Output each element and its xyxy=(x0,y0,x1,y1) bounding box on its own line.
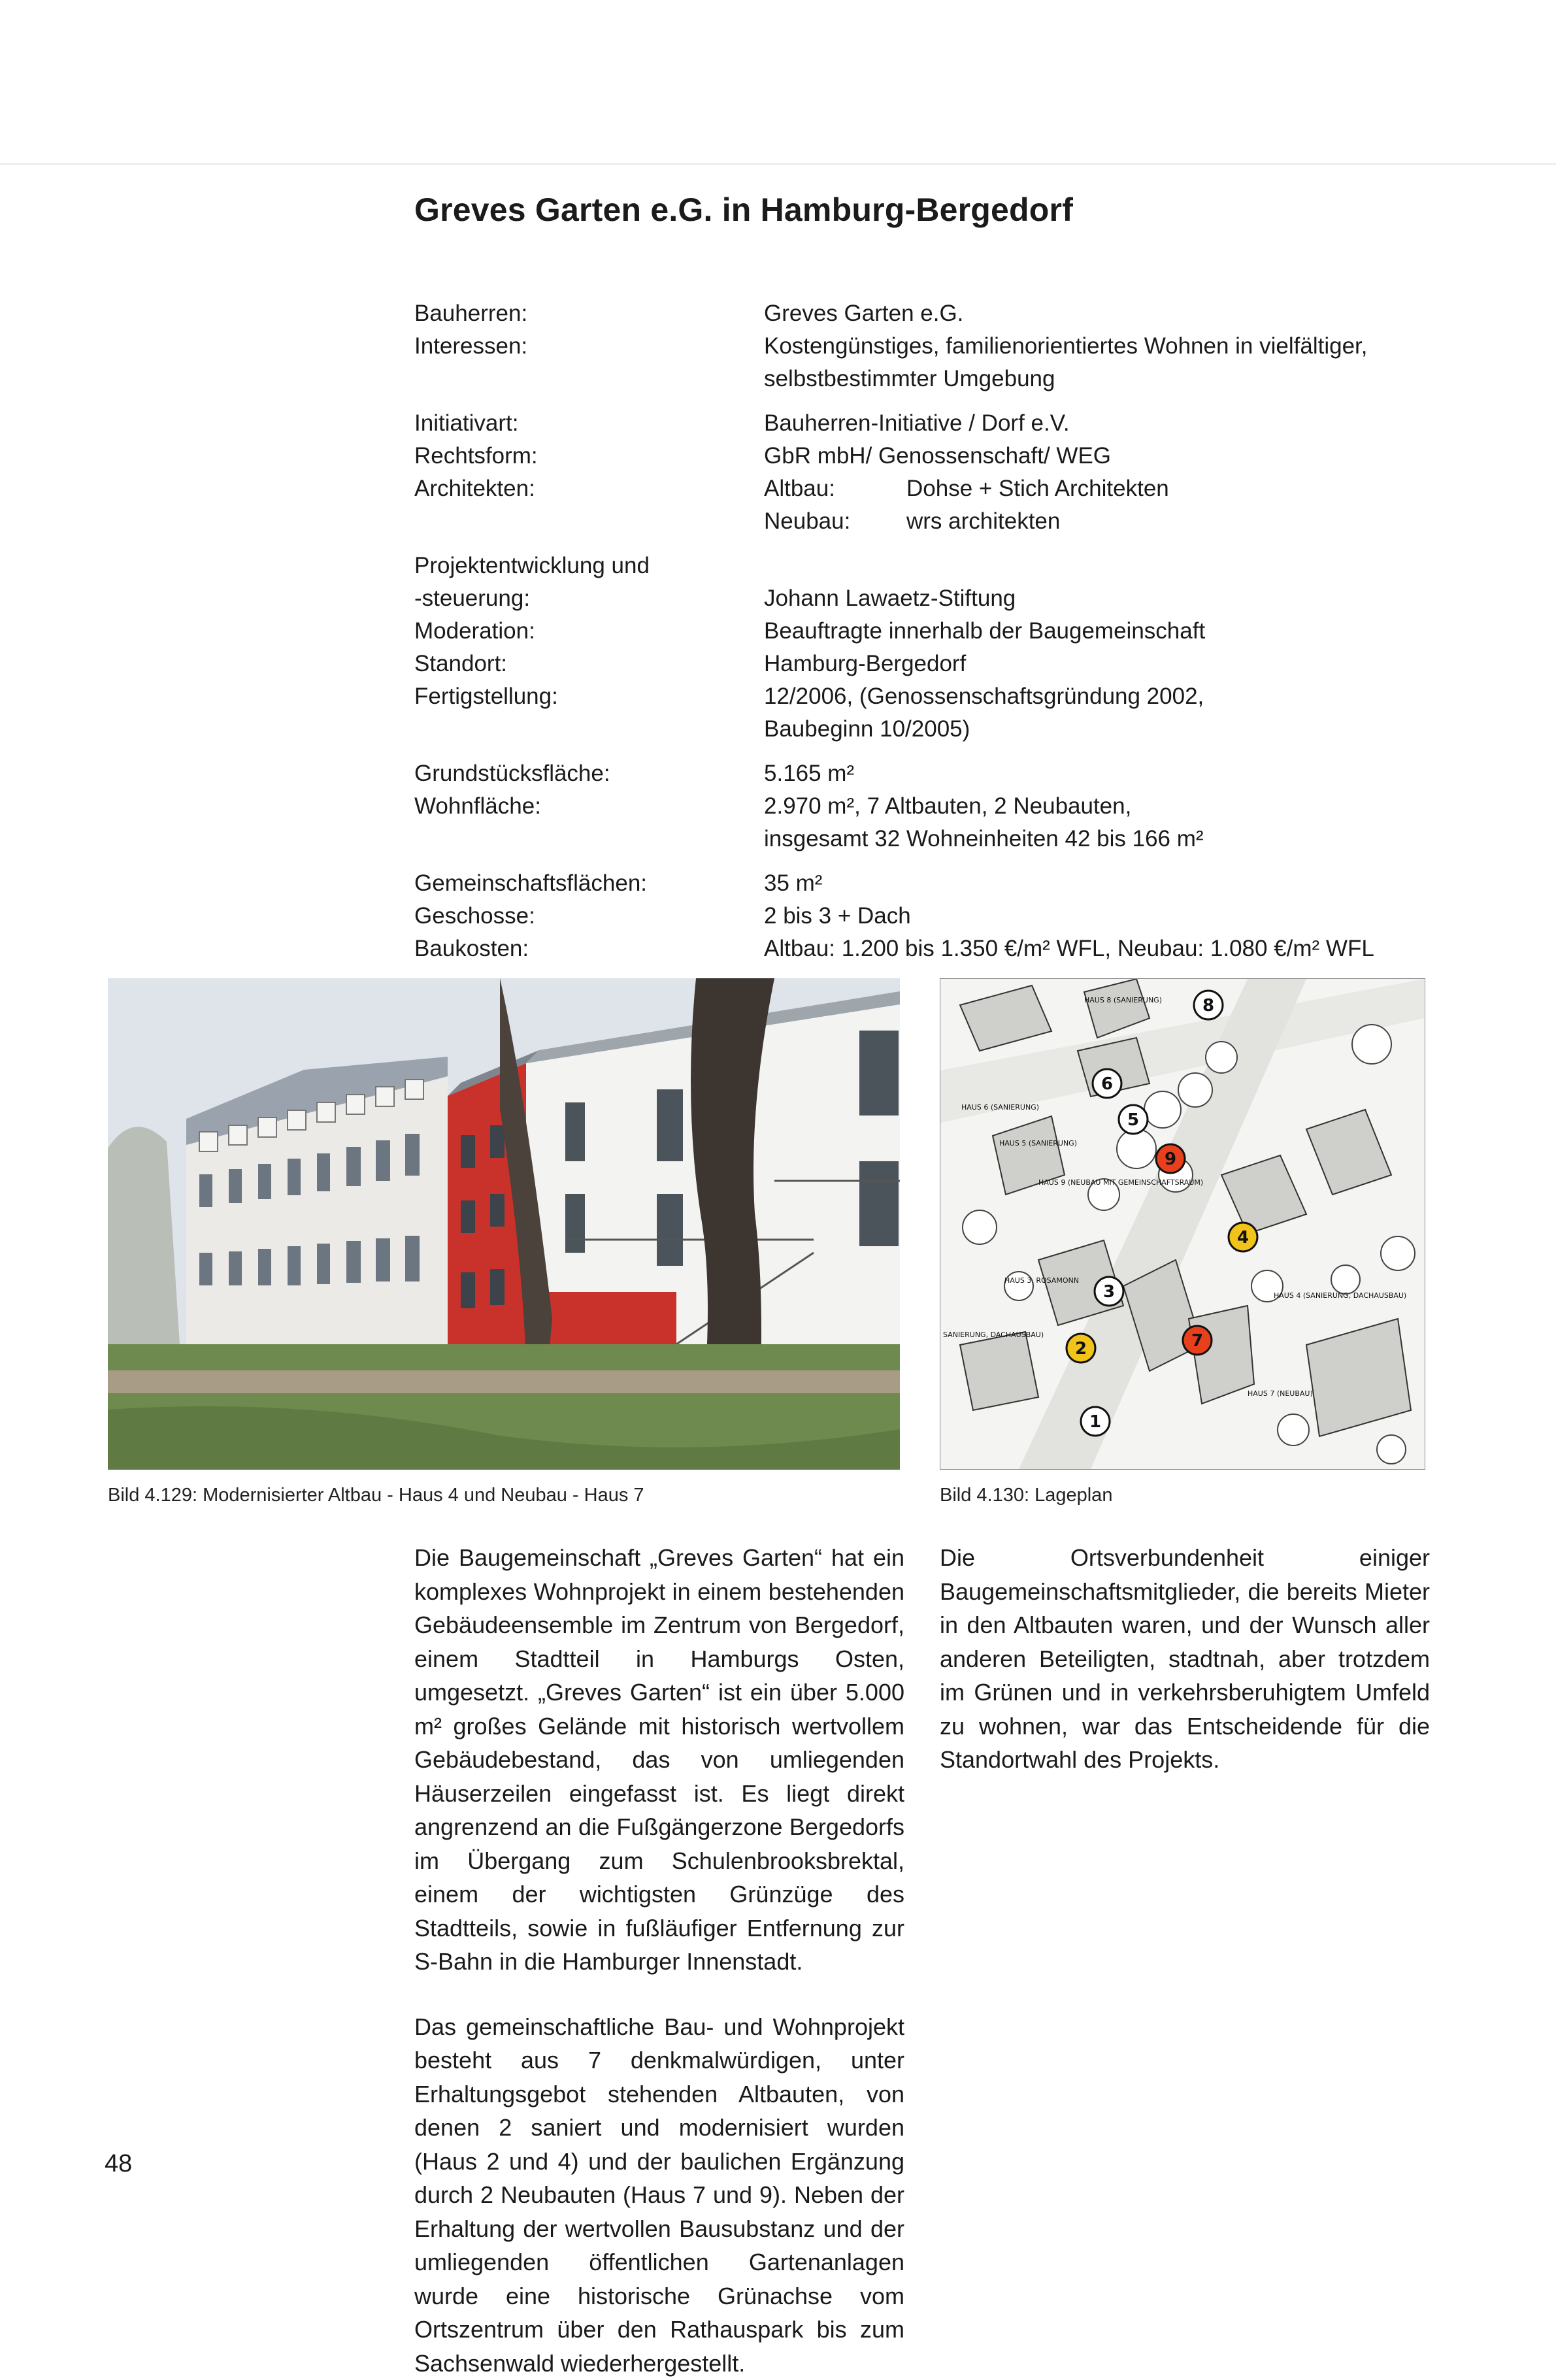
fact-row xyxy=(414,615,1434,648)
map-marker-number: 4 xyxy=(1237,1228,1249,1248)
map-marker-number: 6 xyxy=(1101,1074,1113,1094)
body-paragraph: Das gemeinschaftliche Bau- und Wohnprojekt besteht aus 7 denkmalwürdigen, unter Erhaltungsgebot stehenden Altbauten, von denen 2 saniert und modernisiert wurden (Haus 2 und 4) und der baulichen Ergänzung durch 2 Neubauten (Haus 7 und 9). Neben der Erhaltung der wertvollen Bausubstanz und der umliegenden öffentlichen Gartenanlagen wurde eine historische Grünachse vom Ortszentrum über den Rathauspark bis zum Sachsenwald wiederhergestellt. xyxy=(414,2010,904,2380)
fact-row xyxy=(414,440,1434,472)
fact-value: Kostengünstiges, familienorientiertes Wohnen in vielfältiger, selbstbestimmter Umgebung xyxy=(764,330,1434,395)
fact-label: Moderation: xyxy=(414,615,764,648)
fact-value: Beauftragte innerhalb der Baugemeinschaft xyxy=(764,615,1434,648)
fact-label: Rechtsform: xyxy=(414,440,764,472)
map-marker-number: 2 xyxy=(1075,1339,1087,1359)
fact-value: Johann Lawaetz-Stiftung xyxy=(764,550,1434,615)
map-label-haus2: SANIERUNG, DACHAUSBAU) xyxy=(943,1330,1044,1339)
fact-row xyxy=(414,790,1434,855)
body-column-left xyxy=(414,1541,904,2380)
map-label-haus3: HAUS 3, ROSAMONN xyxy=(1004,1276,1079,1285)
fact-value: Bauherren-Initiative / Dorf e.V. xyxy=(764,407,1434,440)
fact-row xyxy=(414,297,1434,330)
map-marker-3 xyxy=(1095,1277,1123,1306)
top-rule xyxy=(0,163,1556,165)
body-column-right xyxy=(940,1541,1430,1777)
fact-row xyxy=(414,407,1434,440)
fact-label: Projektentwicklung und -steuerung: xyxy=(414,550,764,615)
map-marker-7 xyxy=(1183,1326,1212,1355)
fact-label: Initiativart: xyxy=(414,407,764,440)
fact-label: Gemeinschaftsflächen: xyxy=(414,867,764,900)
map-marker-8 xyxy=(1194,991,1223,1019)
fact-row xyxy=(414,933,1434,965)
map-label-haus4: HAUS 4 (SANIERUNG, DACHAUSBAU) xyxy=(1274,1291,1406,1300)
building-photo xyxy=(108,978,900,1470)
fact-label: Grundstücksfläche: xyxy=(414,757,764,790)
fact-label: Interessen: xyxy=(414,330,764,395)
fact-label: Fertigstellung: xyxy=(414,680,764,746)
photo-caption: Bild 4.129: Modernisierter Altbau - Haus 4 und Neubau - Haus 7 xyxy=(108,1485,644,1506)
fact-value: 2 bis 3 + Dach xyxy=(764,900,1434,933)
fact-row xyxy=(414,900,1434,933)
map-marker-number: 8 xyxy=(1202,996,1214,1016)
architect-name: Dohse + Stich Architekten xyxy=(906,472,1434,505)
project-facts xyxy=(414,297,1434,965)
map-marker-2 xyxy=(1067,1334,1095,1363)
fact-label: Baukosten: xyxy=(414,933,764,965)
map-marker-1 xyxy=(1081,1407,1110,1436)
map-marker-number: 5 xyxy=(1127,1110,1139,1130)
map-caption: Bild 4.130: Lageplan xyxy=(940,1485,1112,1506)
fact-label: Bauherren: xyxy=(414,297,764,330)
fact-label: Architekten: xyxy=(414,472,764,538)
fact-value: 5.165 m² xyxy=(764,757,1434,790)
fact-label: Standort: xyxy=(414,648,764,680)
body-paragraph: Die Ortsverbundenheit einiger Baugemeinschaftsmitglieder, die bereits Mieter in den Altbauten waren, und der Wunsch aller anderen Beteiligten, stadtnah, aber trotzdem im Grünen und in verkehrsberuhigtem Umfeld zu wohnen, war das Entscheidende für die Standortwahl des Projekts. xyxy=(940,1541,1430,1777)
body-paragraph: Die Baugemeinschaft „Greves Garten“ hat ein komplexes Wohnprojekt in einem bestehenden Gebäudeensemble im Zentrum von Bergedorf, einem Stadtteil in Hamburgs Osten, umgesetzt. „Greves Garten“ ist ein über 5.000 m² großes Gelände mit historisch wertvollem Gebäudebestand, das von umliegenden Häuserzeilen eingefasst ist. Es liegt direkt angrenzend an die Fußgängerzone Bergedorfs im Übergang zum Schulenbrooksbrektal, einem der wichtigsten Grünzüge des Stadtteils, sowie in fußläufiger Entfernung zur S-Bahn in die Hamburger Innenstadt. xyxy=(414,1541,904,1979)
architect-role: Altbau: xyxy=(764,472,906,505)
architects-value xyxy=(764,472,1434,538)
fact-row xyxy=(414,330,1434,395)
fact-row xyxy=(414,550,1434,615)
map-marker-number: 9 xyxy=(1165,1149,1176,1169)
map-marker-4 xyxy=(1229,1223,1257,1251)
architect-role: Neubau: xyxy=(764,505,906,538)
architect-name: wrs architekten xyxy=(906,505,1434,538)
map-label-haus5: HAUS 5 (SANIERUNG) xyxy=(999,1139,1077,1148)
fact-label: Wohnfläche: xyxy=(414,790,764,855)
fact-value: Hamburg-Bergedorf xyxy=(764,648,1434,680)
page-number: 48 xyxy=(105,2150,132,2178)
fact-row xyxy=(414,680,1434,746)
map-label-haus7: HAUS 7 (NEUBAU) xyxy=(1248,1389,1313,1398)
fact-value: GbR mbH/ Genossenschaft/ WEG xyxy=(764,440,1434,472)
map-marker-number: 3 xyxy=(1103,1282,1115,1302)
map-marker-5 xyxy=(1119,1105,1148,1134)
building-photo-illustration xyxy=(108,978,900,1470)
map-marker-number: 1 xyxy=(1089,1412,1101,1432)
page-title: Greves Garten e.G. in Hamburg-Bergedorf xyxy=(414,191,1073,229)
fact-value: Altbau: 1.200 bis 1.350 €/m² WFL, Neubau: 1.080 €/m² WFL xyxy=(764,933,1434,965)
fact-value: Greves Garten e.G. xyxy=(764,297,1434,330)
fact-value: 2.970 m², 7 Altbauten, 2 Neubauten, insgesamt 32 Wohneinheiten 42 bis 166 m² xyxy=(764,790,1434,855)
fact-row xyxy=(414,472,1434,538)
fact-row xyxy=(414,757,1434,790)
fact-row xyxy=(414,867,1434,900)
map-marker-number: 7 xyxy=(1191,1331,1203,1351)
map-label-haus8: HAUS 8 (SANIERUNG) xyxy=(1084,996,1162,1004)
fact-value: 12/2006, (Genossenschaftsgründung 2002, Baubeginn 10/2005) xyxy=(764,680,1434,746)
fact-label: Geschosse: xyxy=(414,900,764,933)
map-marker-6 xyxy=(1093,1069,1121,1098)
fact-value: 35 m² xyxy=(764,867,1434,900)
fact-row xyxy=(414,648,1434,680)
map-label-haus9: HAUS 9 (NEUBAU MIT GEMEINSCHAFTSRAUM) xyxy=(1038,1178,1203,1187)
map-marker-9 xyxy=(1156,1144,1185,1173)
site-plan-illustration xyxy=(940,979,1425,1469)
map-label-haus6: HAUS 6 (SANIERUNG) xyxy=(961,1103,1039,1112)
site-plan-map xyxy=(940,978,1425,1470)
